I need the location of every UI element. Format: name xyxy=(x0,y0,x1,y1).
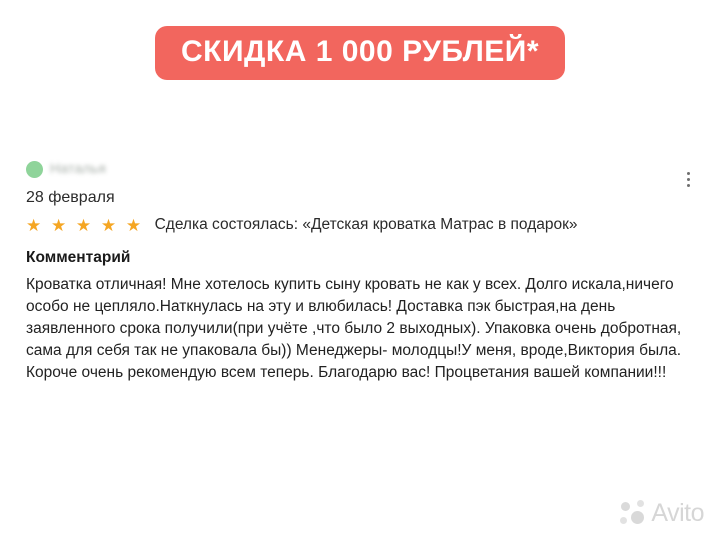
kebab-menu-icon[interactable] xyxy=(686,172,690,187)
kebab-dot-1 xyxy=(687,172,690,175)
rating-row xyxy=(26,216,694,235)
review-date: 28 февраля xyxy=(26,189,115,206)
comment-label: Комментарий xyxy=(26,248,131,266)
star-rating-icon: ★ ★ ★ ★ ★ xyxy=(26,215,144,235)
kebab-dot-3 xyxy=(687,184,690,187)
avito-logo-icon xyxy=(620,500,646,526)
promo-banner: СКИДКА 1 000 РУБЛЕЙ* xyxy=(155,26,565,80)
review-author-name: Наталья xyxy=(50,160,107,176)
review-header xyxy=(26,160,694,178)
review-card xyxy=(26,160,694,384)
deal-status-text: Сделка состоялась: «Детская кроватка Матрас в подарок» xyxy=(154,216,578,234)
avatar xyxy=(26,161,43,178)
comment-text: Кроватка отличная! Мне хотелось купить сыну кровать не как у всех. Долго искала,ничего особо не цепляло.Наткнулась на эту и влюбилась! Доставка пэк быстрая,на день заявленного срока получили(при учёте ,что было 2 выходных). Упаковка очень добротная, сама для себя так не упаковала бы)) Менеджеры- молодцы!У меня, вроде,Виктория была. Короче очень рекомендую всем теперь. Благодарю вас! Процветания вашей компании!!! xyxy=(26,275,682,381)
kebab-dot-2 xyxy=(687,178,690,181)
avito-watermark xyxy=(620,500,704,526)
promo-banner-container xyxy=(0,26,720,80)
avito-watermark-text: Avito xyxy=(651,498,704,527)
